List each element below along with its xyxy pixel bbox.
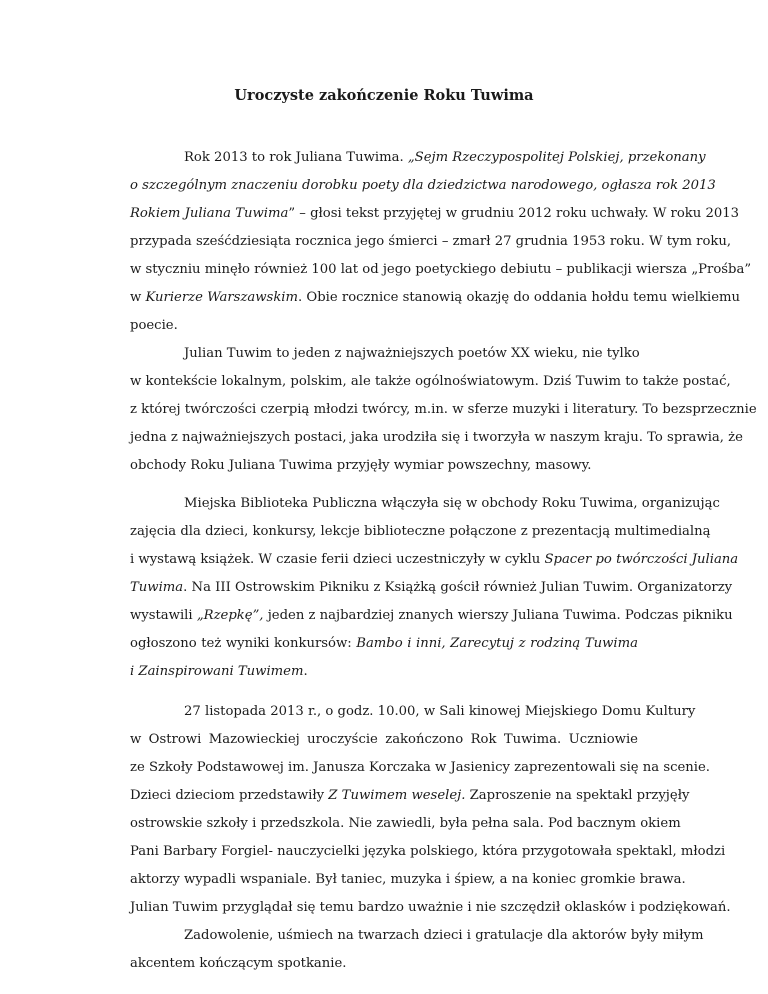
paragraph-2-line-1: Julian Tuwim to jeden z najważniejszych poetów XX wieku, nie tylko (184, 346, 640, 361)
paragraph-4-line-5: ostrowskie szkoły i przedszkola. Nie zawiedli, była pełna sala. Pod bacznym okiem (130, 816, 681, 831)
paragraph-4-line-1: 27 listopada 2013 r., o godz. 10.00, w Sali kinowej Miejskiego Domu Kultury (184, 704, 696, 719)
paragraph-2-line-5: obchody Roku Juliana Tuwima przyjęły wymiar powszechny, masowy. (130, 458, 592, 473)
paragraph-1-line-6: w Kurierze Warszawskim. Obie rocznice stanowią okazję do oddania hołdu temu wielkiemu (130, 290, 741, 305)
paragraph-2-line-2: w kontekście lokalnym, polskim, ale także ogólnoświatowym. Dziś Tuwim to także postać, (130, 374, 731, 389)
paragraph-4-line-6: Pani Barbary Forgiel- nauczycielki języka polskiego, która przygotowała spektakl, młodzi (130, 844, 726, 859)
paragraph-4-line-2: w Ostrowi Mazowieckiej uroczyście zakończono Rok Tuwima. Uczniowie (130, 732, 638, 747)
paragraph-1-line-2: o szczególnym znaczeniu dorobku poety dla dziedzictwa narodowego, ogłasza rok 2013 (130, 178, 716, 193)
paragraph-3-line-7: i Zainspirowani Tuwimem. (130, 664, 308, 679)
paragraph-3-line-6: ogłoszono też wyniki konkursów: Bambo i inni, Zarecytuj z rodziną Tuwima (130, 636, 638, 651)
paragraph-1-line-1: Rok 2013 to rok Juliana Tuwima. „Sejm Rzeczypospolitej Polskiej, przekonany (184, 150, 706, 165)
paragraph-2-line-3: z której twórczości czerpią młodzi twórcy, m.in. w sferze muzyki i literatury. To bezsprzecznie (130, 402, 757, 417)
document-title: Uroczyste zakończenie Roku Tuwima (234, 87, 534, 104)
paragraph-5-line-1: Zadowolenie, uśmiech na twarzach dzieci i gratulacje dla aktorów były miłym (184, 928, 704, 943)
paragraph-1-line-5: w styczniu minęło również 100 lat od jego poetyckiego debiutu – publikacji wiersza „Prośba” (130, 262, 752, 277)
paragraph-1-line-3: Rokiem Juliana Tuwima” – głosi tekst przyjętej w grudniu 2012 roku uchwały. W roku 2013 (130, 206, 740, 221)
paragraph-4-line-3: ze Szkoły Podstawowej im. Janusza Korczaka w Jasienicy zaprezentowali się na scenie. (130, 760, 710, 775)
paragraph-3-line-5: wystawili „Rzepkę”, jeden z najbardziej znanych wierszy Juliana Tuwima. Podczas pikniku (130, 608, 733, 623)
paragraph-1-line-7: poecie. (130, 318, 178, 333)
paragraph-3-line-1: Miejska Biblioteka Publiczna włączyła się w obchody Roku Tuwima, organizując (184, 496, 720, 511)
paragraph-4-line-8: Julian Tuwim przyglądał się temu bardzo uważnie i nie szczędził oklasków i podziękowań. (130, 900, 731, 915)
paragraph-3-line-3: i wystawą książek. W czasie ferii dzieci uczestniczyły w cyklu Spacer po twórczości Juliana (130, 552, 739, 567)
paragraph-4-line-4: Dzieci dzieciom przedstawiły Z Tuwimem weselej. Zaproszenie na spektakl przyjęły (130, 788, 690, 803)
paragraph-4-line-7: aktorzy wypadli wspaniale. Był taniec, muzyka i śpiew, a na koniec gromkie brawa. (130, 872, 686, 887)
paragraph-2-line-4: jedna z najważniejszych postaci, jaka urodziła się i tworzyła w naszym kraju. To sprawia, że (130, 430, 743, 445)
paragraph-3-line-2: zajęcia dla dzieci, konkursy, lekcje biblioteczne połączone z prezentacją multimedialną (130, 524, 711, 539)
paragraph-5-line-2: akcentem kończącym spotkanie. (130, 956, 347, 971)
paragraph-1-line-4: przypada sześćdziesiąta rocznica jego śmierci – zmarł 27 grudnia 1953 roku. W tym roku, (130, 234, 732, 249)
paragraph-3-line-4: Tuwima. Na III Ostrowskim Pikniku z Książką gościł również Julian Tuwim. Organizatorzy (130, 580, 733, 595)
